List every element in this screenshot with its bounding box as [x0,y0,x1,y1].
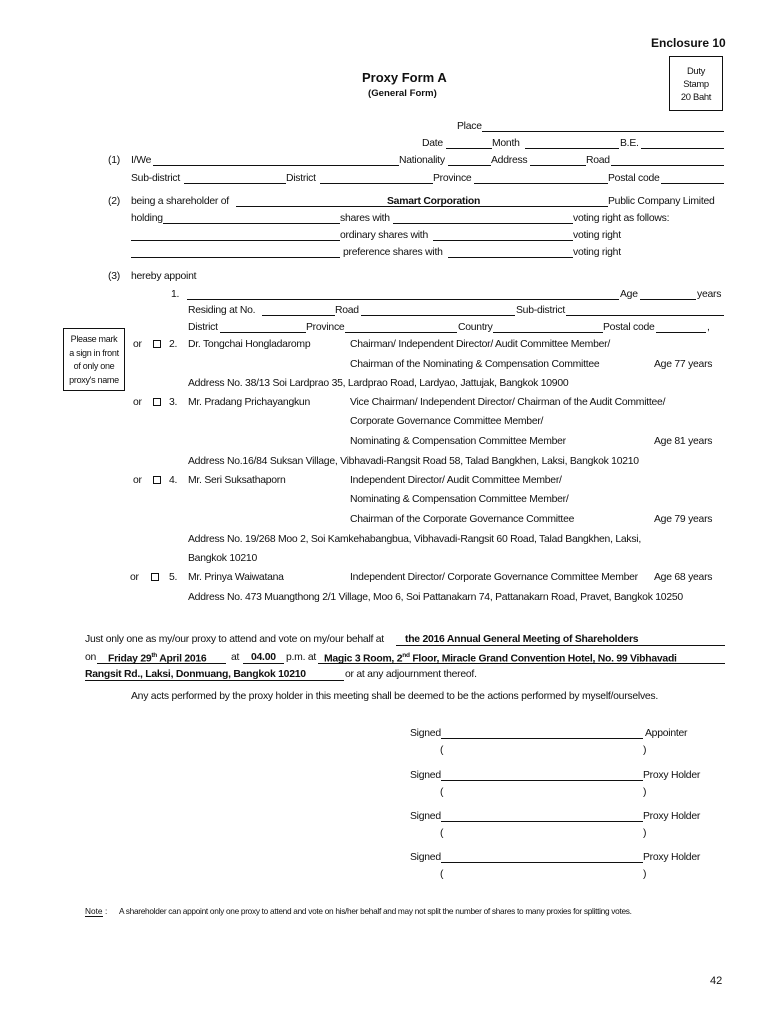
signature-4-role: Proxy Holder [643,852,701,863]
side-note-line-1: Please mark [70,334,118,344]
signature-1-role: Appointer [645,728,688,739]
place-label: Place [457,121,482,132]
proxy-1-number: 1. [171,289,180,300]
stamp-line-2: Stamp [683,78,709,89]
note-colon: : [105,906,108,916]
residing-label: Residing at No. [188,305,256,316]
signature-3-open-paren: ( [440,828,444,839]
signature-2-open-paren: ( [440,787,444,798]
duty-stamp-box [669,56,723,111]
meeting-venue [324,652,677,664]
appointer-signature-field[interactable] [441,738,643,739]
province-field[interactable] [474,183,608,184]
proxy-1-subdistrict-field[interactable] [566,315,724,316]
preference-shares-label: preference shares with [343,247,443,258]
postal-code-label: Postal code [608,173,660,184]
meeting-name: the 2016 Annual General Meeting of Shareholders [405,634,639,645]
meeting-date-sup: th [151,652,158,659]
proxy-4-checkbox[interactable] [153,476,161,484]
meeting-intro: Just only one as my/our proxy to attend and vote on my/our behalf at [85,634,384,645]
proxy-holder-signature-field-2[interactable] [441,821,643,822]
signature-1-signed-label: Signed [410,728,441,739]
proxy-5-name: Mr. Prinya Waiwatana [188,572,284,583]
signature-1-open-paren: ( [440,745,444,756]
proxy-4-age: Age 79 years [654,514,713,525]
proxy-2-or: or [133,339,142,350]
voting-right-label-1: voting right [573,230,621,241]
proxy-1-postal-label: Postal code [603,322,655,333]
proxy-3-name: Mr. Pradang Prichayangkun [188,397,310,408]
adjournment-text: or at any adjournment thereof. [345,669,477,680]
iwe-label: I/We [131,155,152,166]
proxy-3-position-3: Nominating & Compensation Committee Member [350,436,566,447]
proxy-4-position-1: Independent Director/ Audit Committee Member/ [350,475,562,486]
note-label: Note [85,906,103,916]
meeting-venue-line-2 [85,680,344,681]
holding-label: holding [131,213,163,224]
nationality-label: Nationality [399,155,445,166]
proxy-5-checkbox[interactable] [151,573,159,581]
preference-voting-field[interactable] [448,257,573,258]
proxy-5-position-1: Independent Director/ Corporate Governance Committee Member [350,572,638,583]
proxy-5-age: Age 68 years [654,572,713,583]
signature-4-signed-label: Signed [410,852,441,863]
signature-1-close-paren: ) [643,745,647,756]
meeting-venue-sup: nd [402,652,410,659]
signature-4-open-paren: ( [440,869,444,880]
proxy-5-address: Address No. 473 Muangthong 2/1 Village, Moo 6, Soi Pattanakarn 74, Pattanakarn Road, Pravet, Bangkok 10250 [188,592,683,603]
side-note-line-3: of only one [73,361,115,371]
proxy-3-position-1: Vice Chairman/ Independent Director/ Chairman of the Audit Committee/ [350,397,666,408]
signature-2-role: Proxy Holder [643,770,701,781]
proxy-1-province-label: Province [306,322,345,333]
nationality-field[interactable] [448,165,491,166]
proxy-1-postal-field[interactable] [656,332,706,333]
proxy-4-address-1: Address No. 19/268 Moo 2, Soi Kamkehabangbua, Vibhavadi-Rangsit 60 Road, Talad Bangkhen, Laksi, [188,534,641,545]
side-note-line-2: a sign in front [69,347,119,358]
proxy-1-years-label: years [697,289,722,300]
proxy-1-country-field[interactable] [493,332,603,333]
meeting-pm-at-label: p.m. at [286,652,317,663]
ordinary-shares-label: ordinary shares with [340,230,428,241]
voting-right-label-2: voting right [573,247,621,258]
proxy-4-number: 4. [169,475,178,486]
postal-code-field[interactable] [661,183,724,184]
meeting-time: 04.00 [251,652,276,663]
address-label: Address [491,155,528,166]
proxy-holder-signature-field-1[interactable] [441,780,643,781]
proxy-1-road-label: Road [335,305,359,316]
ordinary-shares-field[interactable] [131,240,340,241]
proxy-4-name: Mr. Seri Suksathaporn [188,475,286,486]
signature-3-role: Proxy Holder [643,811,701,822]
signature-2-close-paren: ) [643,787,647,798]
district-label: District [286,173,316,184]
proxy-2-position-1: Chairman/ Independent Director/ Audit Committee Member/ [350,339,610,350]
month-label: Month [492,138,520,149]
proxy-2-number: 2. [169,339,178,350]
proxy-4-address-2: Bangkok 10210 [188,553,257,564]
proxy-1-district-label: District [188,322,218,333]
signature-3-close-paren: ) [643,828,647,839]
form-subtitle: (General Form) [368,88,437,99]
ordinary-voting-field[interactable] [433,240,573,241]
signature-3-signed-label: Signed [410,811,441,822]
acts-statement: Any acts performed by the proxy holder in this meeting shall be deemed to be the actions performed by myself/ourselves. [131,691,659,702]
meeting-time-line [243,663,284,664]
proxy-4-position-3: Chairman of the Corporate Governance Committee [350,514,575,525]
road-field[interactable] [611,165,724,166]
proxy-1-road-field[interactable] [361,315,515,316]
proxy-holder-signature-field-3[interactable] [441,862,643,863]
meeting-date [108,652,206,664]
proxy-2-checkbox[interactable] [153,340,161,348]
hereby-appoint-label: hereby appoint [131,271,197,282]
subdistrict-field[interactable] [184,183,286,184]
stamp-line-1: Duty [686,65,706,76]
proxy-4-position-2: Nominating & Compensation Committee Member/ [350,494,569,505]
province-label: Province [433,173,472,184]
district-field[interactable] [320,183,433,184]
holding-shares-field[interactable] [163,223,340,224]
proxy-3-or: or [133,397,142,408]
proxy-2-position-2: Chairman of the Nominating & Compensation Committee [350,359,600,370]
proxy-1-subdistrict-label: Sub-district [516,305,565,316]
proxy-1-country-label: Country [458,322,493,333]
section-2-number: (2) [108,196,120,207]
meeting-venue-post: Floor, Miracle Grand Convention Hotel, No. 99 Vibhavadi [409,653,677,665]
total-voting-field[interactable] [393,223,573,224]
section-3-number: (3) [108,271,120,282]
subdistrict-label: Sub-district [131,173,180,184]
proxy-1-age-label: Age [620,289,638,300]
proxy-3-checkbox[interactable] [153,398,161,406]
meeting-venue-pre: Magic 3 Room, 2 [324,653,403,665]
signature-4-close-paren: ) [643,869,647,880]
road-label: Road [586,155,610,166]
date-label: Date [422,138,443,149]
proxy-1-number-field[interactable] [262,315,335,316]
preference-shares-field[interactable] [131,257,340,258]
meeting-on-label: on [85,652,97,663]
mark-instruction-box [63,328,125,391]
meeting-name-line [396,645,725,646]
stamp-line-3: 20 Baht [680,91,712,102]
proxy-5-number: 5. [169,572,178,583]
address-field[interactable] [530,165,586,166]
proxy-5-or: or [130,572,139,583]
proxy-3-position-2: Corporate Governance Committee Member/ [350,416,544,427]
be-label: B.E. [620,138,639,149]
proxy-1-comma: , [707,322,710,333]
note-text: A shareholder can appoint only one proxy to attend and vote on his/her behalf and may not split the number of shares to many proxies for splitting votes. [119,906,632,916]
proxy-3-number: 3. [169,397,178,408]
form-title: Proxy Form A [362,70,447,85]
signature-2-signed-label: Signed [410,770,441,781]
proxy-1-age-field[interactable] [640,299,696,300]
meeting-date-post: April 2016 [157,653,207,665]
shareholder-of-label: being a shareholder of [131,196,229,207]
enclosure-label: Enclosure 10 [651,36,726,50]
proxy-2-name: Dr. Tongchai Hongladaromp [188,339,311,350]
proxy-1-province-field[interactable] [345,332,457,333]
month-field[interactable] [525,148,619,149]
date-field[interactable] [446,148,492,149]
page-number: 42 [710,975,723,987]
meeting-date-pre: Friday 29 [108,653,152,665]
shares-with-label: shares with [340,213,390,224]
proxy-2-address: Address No. 38/13 Soi Lardprao 35, Lardprao Road, Lardyao, Jattujak, Bangkok 10900 [188,378,569,389]
proxy-2-age: Age 77 years [654,359,713,370]
section-1-number: (1) [108,155,120,166]
company-name: Samart Corporation [387,196,481,207]
side-note-line-4: proxy's name [69,374,119,385]
proxy-1-name-field[interactable] [187,299,619,300]
name-field[interactable] [153,165,399,166]
plc-label: Public Company Limited [608,196,715,207]
proxy-3-address: Address No.16/84 Suksan Village, Vibhavadi-Rangsit Road 58, Talad Bangkhen, Laksi, Bangkok 10210 [188,456,639,467]
meeting-at-label: at [231,652,240,663]
proxy-4-or: or [133,475,142,486]
meeting-venue-2: Rangsit Rd., Laksi, Donmuang, Bangkok 10210 [85,669,306,680]
voting-right-follows-label: voting right as follows: [573,213,670,224]
proxy-1-district-field[interactable] [220,332,306,333]
be-field[interactable] [641,148,724,149]
place-field[interactable] [482,131,724,132]
proxy-3-age: Age 81 years [654,436,713,447]
